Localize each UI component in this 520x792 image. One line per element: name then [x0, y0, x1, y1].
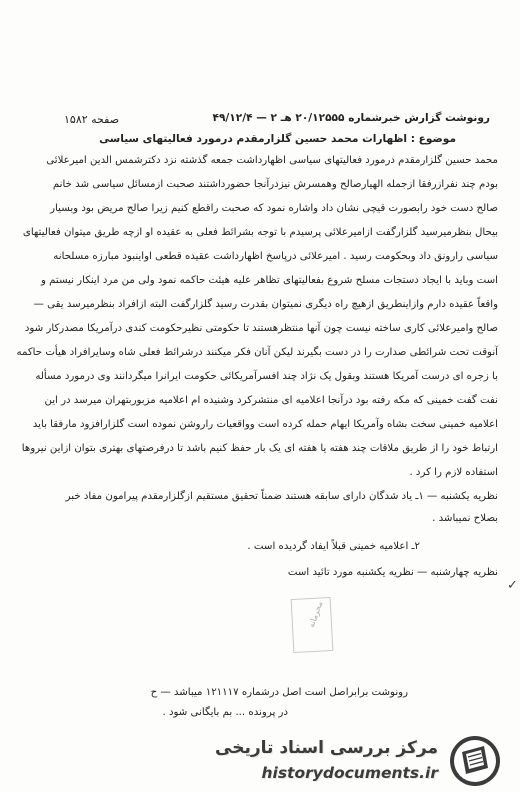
- footer-copy-note: رونوشت برابراصل است اصل درشماره ۱۲۱۱۱۷ میباشد — ح: [150, 687, 408, 698]
- body-line: بودم چند نفرازرفقا ازجمله الهیارصالح وهمسرش نیزدرآنجا حضورداشتند صحبت ازمسائل سیاسی شد خانم: [52, 179, 498, 190]
- check-mark-icon: ✓: [507, 578, 518, 593]
- body-line: صالح وامیرعلائی کاری ساخته نیست چون آنها منتظرهستند تا حکومتی نظیرحکومت کندی درآمریکا مصدرکار شود: [24, 323, 498, 334]
- body-line: نفت گفت خمینی که مکه رفته بود درآنجا اعلامیه ای منتشرکرد وشنیده ام اعلامیه مزبوربتهران میرسد در این: [44, 395, 498, 406]
- page-number: صفحه ۱۵۸۲: [64, 113, 120, 126]
- footer-archive-note: در پرونده ... بم بایگانی شود .: [162, 707, 288, 718]
- assessment-sunday: نظریه یکشنبه — ۱ـ یاد شدگان دارای سابقه هستند ضمناً تحقیق مستقیم ازگلزارمقدم پیرامون مفاد خبر: [65, 491, 498, 502]
- assessment-item-2: ۲ـ اعلامیه خمینی قبلاً ایفاد گردیده است .: [247, 541, 420, 552]
- body-line: استفاده لازم را کرد .: [409, 467, 498, 478]
- watermark-footer: [0, 728, 520, 792]
- scroll-archive-icon: [448, 734, 502, 788]
- watermark-url: historydocuments.ir: [261, 764, 438, 782]
- subject-line: موضوع : اظهارات محمد حسین گلزارمقدم درمورد فعالیتهای سیاسی: [99, 133, 456, 145]
- body-line: آنوقت تحت شرائطی صدارت را در دست بگیرند لیکن آنان فکر میکنند درشرائط فعلی شاه وسایرافراد هیأت حاکمه: [16, 347, 498, 358]
- body-line: واقعاً عقیده دارم وازاینطریق ازهیچ راه دیگری نمیتوان بقدرت رسید گلزارگفت البته ازافراد بنظرمیرسد یقی —: [33, 299, 498, 310]
- body-line: است وباید با ایجاد دستجات مسلح شروع بفعالیتهای تظاهر علیه هیئت حاکمه نمود ولی من مرد اینکار نیستم و: [40, 275, 498, 286]
- body-line: سیاسی رارونق داد وبحکومت رسید . امیرعلائی درپاسخ اظهارداشت عقیده قطعی اواینبود مبارزه مسلحانه: [53, 251, 498, 262]
- stamp-text: محرمانه: [306, 600, 325, 629]
- assessment-sunday-cont: بصلاح نمیباشد .: [432, 513, 498, 524]
- body-line: اعلامیه خمینی سخت بشاه وآمریکا ایهام حمله کرده است وواقعیات راروشن نموده است گلزارافزود مارفقا باید: [32, 419, 498, 430]
- body-line: بیحال بنظرمیرسید گلزارگفت ازامیرعلائی پرسیدم با توجه بشرائط فعلی به عقیده او ازچه طریق میتوان فعالیتهای: [22, 227, 498, 238]
- assessment-wednesday: نظریه چهارشنبه — نظریه یکشنبه مورد تائید است: [287, 567, 498, 578]
- body-line: با زجره ای درست آمریکا هستند وبقول یک نژاد چند افسرآمریکائی حکومت ایرانرا میگردانند وی درمورد مسأله: [35, 371, 498, 382]
- report-header: رونوشت گزارش خبرشماره ۲۰/۱۲۵۵۵ هـ ۲ — ۴۹/۱۲/۴: [212, 112, 490, 124]
- body-line: ارتباط خود را از طریق ملاقات چند هفته یا هفته ای یک بار حفظ کنیم باشد تا درفرصتهای بهتری بتوان ازاین نیروها: [21, 443, 498, 454]
- body-line: صالح دست خود رابصورت قیچی نشان داد واشاره نمود که صحبت راقطع کنیم زیرا صالح مریض بود وبسیار: [50, 203, 498, 214]
- watermark-title: مرکز بررسی اسناد تاریخی: [215, 738, 438, 758]
- body-line: محمد حسین گلزارمقدم درمورد فعالیتهای سیاسی اظهارداشت جمعه گذشته نزد دکترشمس الدین امیرعلائی: [46, 155, 498, 166]
